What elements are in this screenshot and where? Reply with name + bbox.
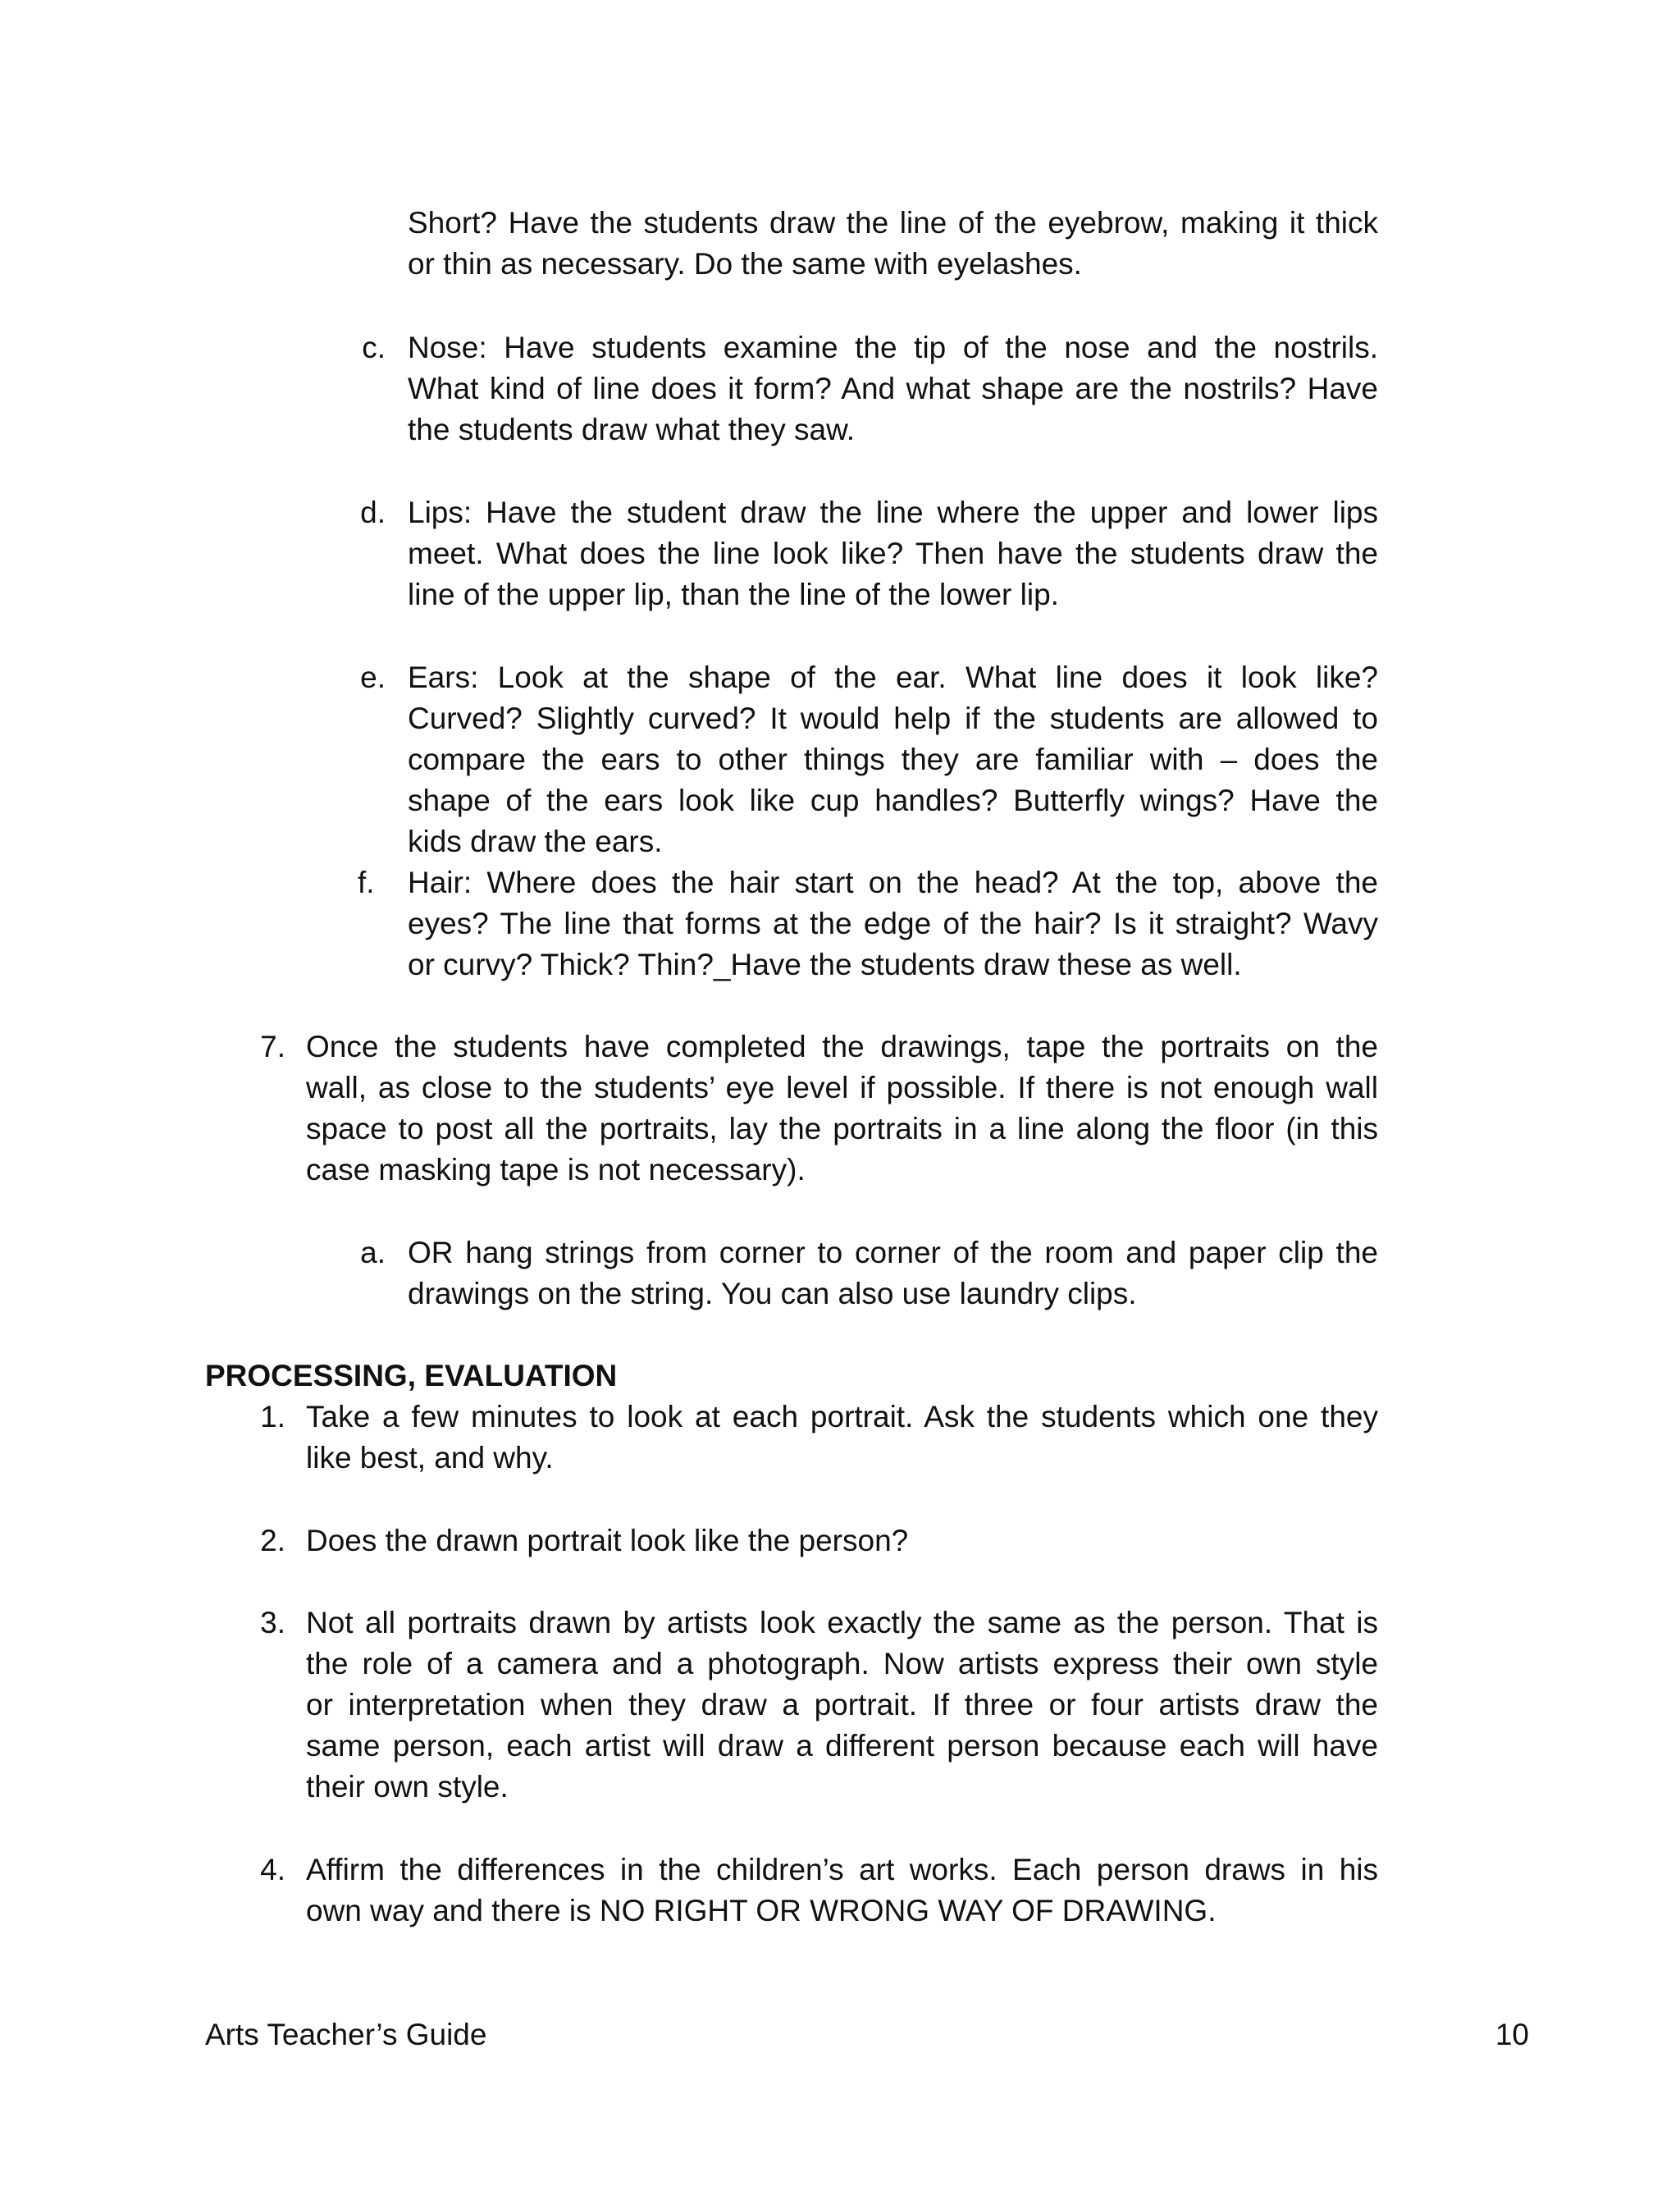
list-marker: 4. bbox=[260, 1853, 285, 1886]
text-line: Ears: Look at the shape of the ear. What line does it look like? bbox=[408, 661, 1378, 694]
text-line: Not all portraits drawn by artists look exactly the same as the person. That is bbox=[306, 1606, 1378, 1639]
list-marker: d. bbox=[360, 496, 386, 529]
text-line: same person, each artist will draw a different person because each will have bbox=[306, 1729, 1378, 1763]
text-line: Lips: Have the student draw the line where the upper and lower lips bbox=[408, 496, 1378, 529]
text-line: shape of the ears look like cup handles? Butterfly wings? Have the bbox=[408, 784, 1378, 817]
footer-title: Arts Teacher’s Guide bbox=[205, 2018, 487, 2051]
text-line: case masking tape is not necessary). bbox=[306, 1153, 806, 1186]
text-line: Take a few minutes to look at each portrait. Ask the students which one they bbox=[306, 1400, 1378, 1433]
text-line: Nose: Have students examine the tip of the nose and the nostrils. bbox=[408, 331, 1378, 364]
text-line: Hair: Where does the hair start on the head? At the top, above the bbox=[408, 866, 1378, 899]
list-marker: a. bbox=[360, 1236, 386, 1269]
text-line: drawings on the string. You can also use laundry clips. bbox=[408, 1277, 1137, 1310]
text-line: line of the upper lip, than the line of the lower lip. bbox=[408, 578, 1059, 611]
text-line: like best, and why. bbox=[306, 1441, 554, 1474]
text-line: Does the drawn portrait look like the person? bbox=[306, 1524, 909, 1557]
list-marker: 3. bbox=[260, 1606, 285, 1639]
text-line: compare the ears to other things they are familiar with – does the bbox=[408, 743, 1378, 776]
text-line: meet. What does the line look like? Then have the students draw the bbox=[408, 537, 1378, 570]
text-line: Short? Have the students draw the line of the eyebrow, making it thick bbox=[408, 206, 1378, 240]
list-marker: f. bbox=[358, 866, 375, 899]
text-line: kids draw the ears. bbox=[408, 825, 663, 858]
section-heading: PROCESSING, EVALUATION bbox=[205, 1359, 618, 1392]
text-line: Curved? Slightly curved? It would help if the students are allowed to bbox=[408, 702, 1378, 735]
page-number: 10 bbox=[1495, 2018, 1529, 2051]
text-line: Affirm the differences in the children’s art works. Each person draws in his bbox=[306, 1853, 1378, 1886]
list-marker: 2. bbox=[260, 1524, 285, 1557]
text-line: their own style. bbox=[306, 1770, 509, 1804]
text-line: or curvy? Thick? Thin?_Have the students draw these as well. bbox=[408, 948, 1242, 981]
list-marker: 7. bbox=[260, 1030, 285, 1063]
text-line: Once the students have completed the drawings, tape the portraits on the bbox=[306, 1030, 1378, 1063]
text-line: OR hang strings from corner to corner of the room and paper clip the bbox=[408, 1236, 1378, 1269]
list-marker: 1. bbox=[260, 1400, 285, 1433]
text-line: What kind of line does it form? And what shape are the nostrils? Have bbox=[408, 372, 1378, 405]
text-line: or thin as necessary. Do the same with eyelashes. bbox=[408, 247, 1082, 281]
list-marker: e. bbox=[360, 661, 386, 694]
text-line: the students draw what they saw. bbox=[408, 413, 856, 446]
text-line: own way and there is NO RIGHT OR WRONG WAY OF DRAWING. bbox=[306, 1894, 1217, 1927]
text-line: the role of a camera and a photograph. Now artists express their own style bbox=[306, 1647, 1378, 1680]
text-line: or interpretation when they draw a portrait. If three or four artists draw the bbox=[306, 1688, 1378, 1721]
text-line: wall, as close to the students’ eye level if possible. If there is not enough wall bbox=[306, 1071, 1378, 1104]
text-line: space to post all the portraits, lay the portraits in a line along the floor (in this bbox=[306, 1112, 1378, 1145]
text-line: eyes? The line that forms at the edge of the hair? Is it straight? Wavy bbox=[408, 907, 1378, 940]
list-marker: c. bbox=[362, 331, 386, 364]
